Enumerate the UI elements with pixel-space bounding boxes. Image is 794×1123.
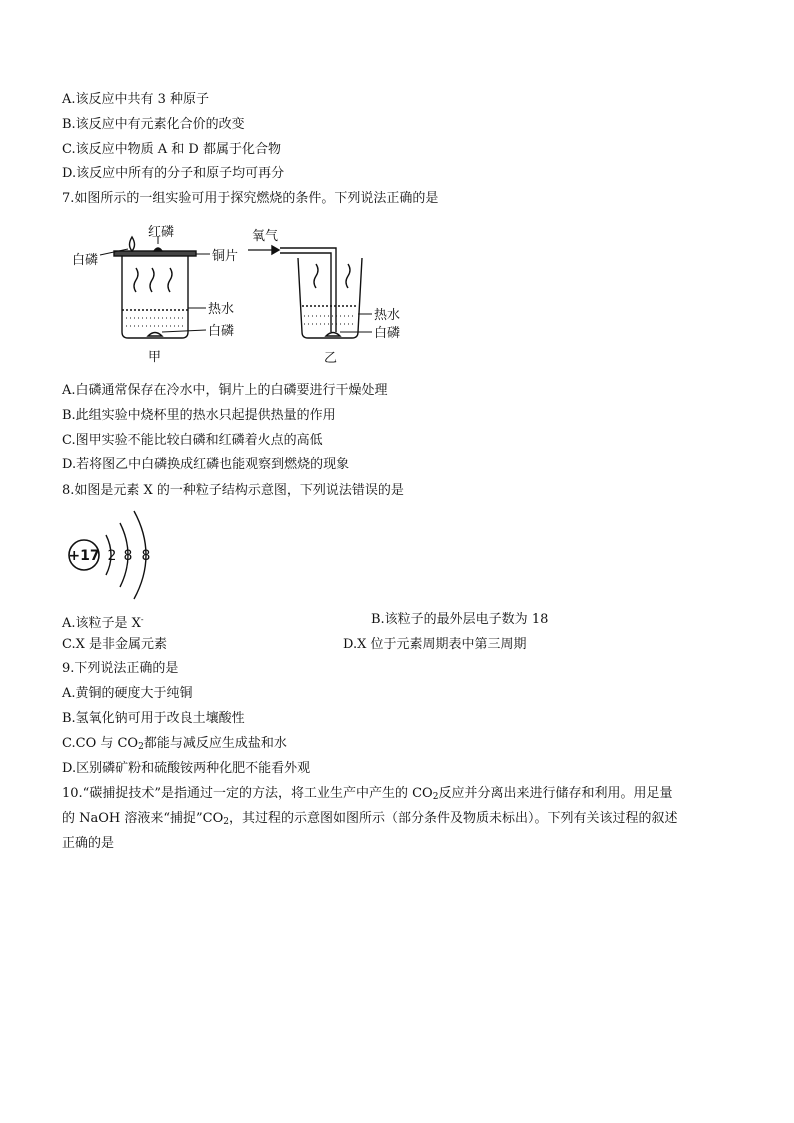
q9-option-c-subscript: 2 [138,742,144,752]
copper-plate-label: 铜片 [212,249,239,264]
q10-line1-post: 反应并分离出来进行储存和利用。用足量 [438,786,673,801]
q7-option-d: D.若将图乙中白磷换成红磷也能观察到燃烧的现象 [62,457,350,472]
q10-line2-post: ，其过程的示意图如图所示（部分条件及物质未标出）。下列有关该过程的叙述 [229,811,678,826]
yi-white-phosphorus-label: 白磷 [374,326,401,341]
q6-option-b: B.该反应中有元素化合价的改变 [62,117,245,132]
combustion-experiment-figure [60,222,420,370]
q10-line1-pre: 10.“碳捕捉技术”是指通过一定的方法，将工业生产中产生的 CO [62,786,433,801]
q10-stem-line1 [62,785,672,806]
q10-stem-line2 [62,810,678,831]
q8-option-d: D.X 位于元素周期表中第三周期 [343,637,527,652]
q8-stem: 8.如图是元素 X 的一种粒子结构示意图，下列说法错误的是 [62,483,404,498]
q9-option-d: D.区别磷矿粉和硫酸铵两种化肥不能看外观 [62,761,311,776]
figure-jia-caption: 甲 [148,350,162,365]
nucleus-charge: +17 [68,548,100,564]
ion-charge: - [140,615,144,624]
q7-option-a: A.白磷通常保存在冷水中，铜片上的白磷要进行干燥处理 [62,383,388,398]
red-phosphorus-label: 红磷 [148,225,175,240]
yi-hot-water-label: 热水 [374,308,401,323]
q6-option-a: A.该反应中共有 3 种原子 [62,92,210,107]
q8-option-a-text: A.该粒子是 X [62,616,141,631]
atomic-structure-diagram [64,507,174,601]
figure-jia [100,236,210,338]
q9-option-c-pre: C.CO 与 CO [62,736,139,751]
q10-line2-subscript: 2 [223,817,230,827]
q10-stem-line3: 正确的是 [62,836,115,851]
q6-option-c: C.该反应中物质 A 和 D 都属于化合物 [62,142,281,157]
q9-option-c-post: 都能与减反应生成盐和水 [143,736,287,751]
q9-option-b: B.氢氧化钠可用于改良土壤酸性 [62,711,245,726]
q9-option-c [62,735,287,756]
q10-line1-subscript: 2 [432,792,439,802]
q10-line2-pre: 的 NaOH 溶液来“捕捉”CO [62,811,224,826]
oxygen-label: 氧气 [252,229,279,244]
q7-option-c: C.图甲实验不能比较白磷和红磷着火点的高低 [62,433,323,448]
q9-option-a: A.黄铜的硬度大于纯铜 [62,686,193,701]
figure-yi-caption: 乙 [324,351,338,366]
figure-yi [248,246,372,338]
jia-white-phosphorus-label: 白磷 [208,324,235,339]
white-phosphorus-top-label: 白磷 [72,253,99,268]
q6-option-d: D.该反应中所有的分子和原子均可再分 [62,166,285,181]
jia-hot-water-label: 热水 [208,302,235,317]
q9-stem: 9.下列说法正确的是 [62,661,179,676]
q8-option-a [62,611,144,633]
q8-option-c: C.X 是非金属元素 [62,637,168,652]
q7-stem: 7.如图所示的一组实验可用于探究燃烧的条件。下列说法正确的是 [62,191,439,206]
shell-3-electrons: 8 [141,548,151,564]
q8-option-b: B.该粒子的最外层电子数为 18 [371,612,549,627]
shell-2-electrons: 8 [123,548,133,564]
q7-option-b: B.此组实验中烧杯里的热水只起提供热量的作用 [62,408,336,423]
shell-1-electrons: 2 [107,548,117,564]
